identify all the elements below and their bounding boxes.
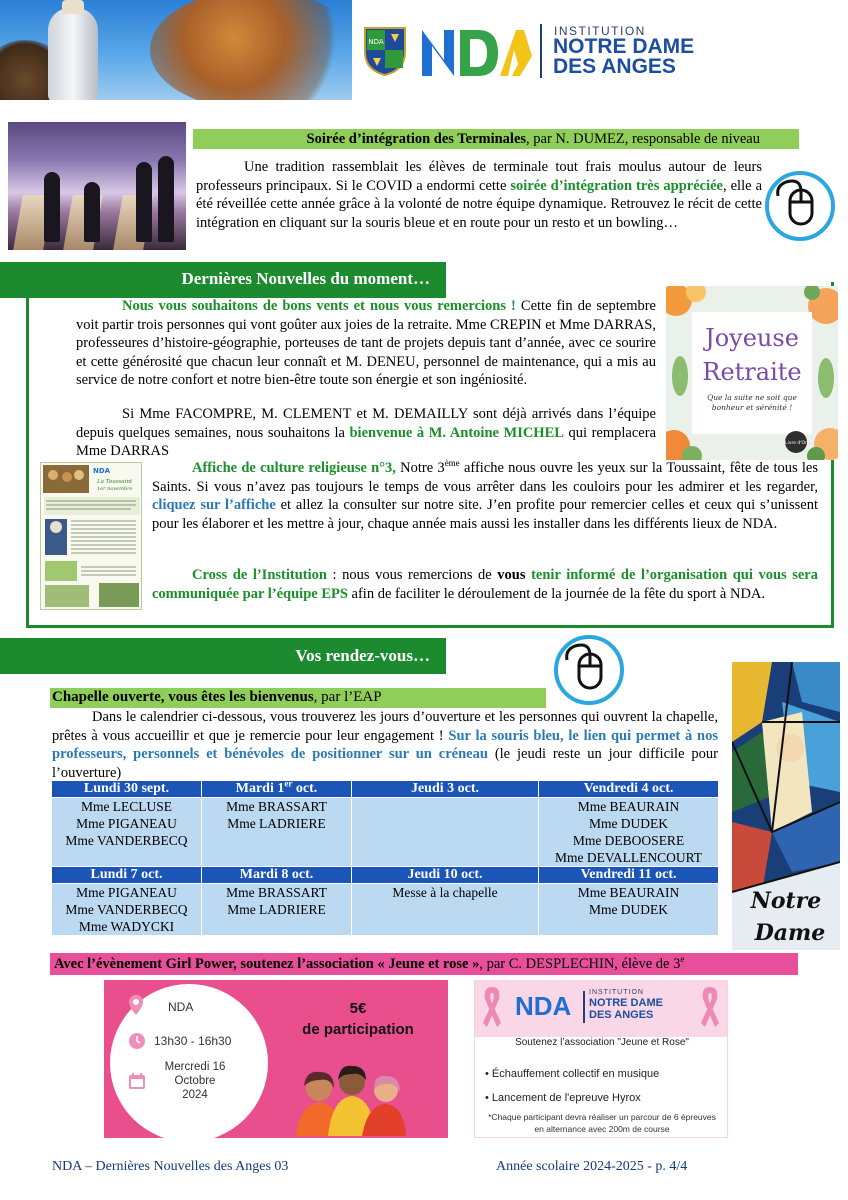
news-p4-bold: vous: [497, 567, 526, 583]
calendar-cell: Mme BEAURAIN Mme DUDEK: [539, 884, 719, 936]
svg-text:La Toussaint: La Toussaint: [97, 479, 133, 485]
calendar-row: [52, 884, 719, 936]
pink-ribbon-icon: [699, 985, 721, 1029]
girl-power-event-poster: [104, 980, 448, 1138]
girl-power-byline: , par C. DESPLECHIN, élève de 3: [479, 956, 681, 972]
chapelle-heading: [52, 688, 382, 707]
flowers-decoration: [666, 286, 838, 460]
chapel-calendar-table: [51, 780, 719, 936]
calendar-day-header: Lundi 30 sept.: [52, 781, 202, 798]
jeune-et-rose-poster: [474, 980, 728, 1138]
news-p1-text: Cette fin de septembre voit partir trois personnes qui vont goûter aux joies de la retraite. Mme CREPIN et Mme DARRAS, professeures d’histoire-géographie, porteuses de tant de projets depuis tant d’année, avec ce sourire et cette générosité que chacun leur connaît et M. DENEU, personnel de maintenance, qui a mis au service de notre confort et notre bien-être toute son énergie et son ingéniosité.: [76, 298, 656, 389]
calendar-icon: [128, 1072, 146, 1090]
retirement-card-image: [666, 286, 838, 460]
calendar-header-row: [52, 781, 719, 798]
news-p4-text-b: afin de faciliter le déroulement de la journée de la fête du sport à NDA.: [347, 585, 766, 602]
news-p3-text-c: et allez la consulter sur notre site. J’en profite pour remercier celles et ceux qui s’unissent pour les élaborer et les mettre à jour, chaque année mais aussi les installer dans les différents lieux de NDA.: [152, 497, 819, 532]
news-p3-text-b: affiche nous ouvre les yeux sur la Toussaint, fête de tous les Saints. Si vous n’avez pas toujours le temps de vous arrêter dans les couloirs pour les admirer et les regarder,: [152, 460, 819, 495]
svg-text:Joyeuse: Joyeuse: [705, 324, 799, 352]
news-paragraph-cross: [152, 566, 818, 603]
svg-text:Notre: Notre: [750, 888, 822, 914]
chapelle-text-1: Dans le calendrier ci-dessous, vous trouverez les jours d’ouverture et les personnes qui ouvrent la chapelle, prêtes à vous accueillir et que je remercie pour leur engagement !: [52, 709, 718, 744]
poster-thumbnail: [41, 463, 142, 610]
calendar-day-header: Lundi 7 oct.: [52, 867, 202, 884]
news-paragraph-retirement: [76, 297, 656, 390]
news-p2-text-b: qui remplacera Mme DARRAS: [76, 424, 656, 460]
bowling-photo: [8, 122, 186, 250]
location-pin-icon: [128, 994, 144, 1016]
footer-page-info: Année scolaire 2024-2025 - p. 4/4: [496, 1159, 688, 1174]
news-p2-text-a: Si Mme FACOMPRE, M. CLEMENT et M. DEMAILLY sont déjà arrivés dans l’équipe depuis quelques semaines, nous souhaitons la: [76, 406, 656, 441]
institution-name-line2: DES ANGES: [553, 55, 676, 78]
poster-institution-label: INSTITUTION: [589, 989, 644, 996]
girl-power-heading: [54, 955, 684, 974]
poster-link[interactable]: cliquez sur l’affiche: [152, 497, 276, 514]
stained-glass-art: [732, 662, 840, 950]
event-date: Mercredi 16 Octobre 2024: [164, 1061, 226, 1101]
svg-text:bonheur et sérénité !: bonheur et sérénité !: [711, 403, 793, 412]
chapelle-title: Chapelle ouverte, vous êtes les bienvenus: [52, 689, 314, 705]
news-p3-text-a: Notre 3: [395, 460, 445, 476]
calendar-cell: [352, 798, 539, 867]
poster-bullet-2: • Lancement de l'epreuve Hyrox: [485, 1092, 641, 1104]
poster-support-text: Soutenez l’association "Jeune et Rose": [515, 1037, 689, 1048]
calendar-cell: Mme LECLUSE Mme PIGANEAU Mme VANDERBECQ: [52, 798, 202, 867]
calendar-cell: Mme PIGANEAU Mme VANDERBECQ Mme WADYCKI: [52, 884, 202, 936]
clock-icon: [128, 1032, 146, 1050]
calendar-day-header: Jeudi 3 oct.: [352, 781, 539, 798]
school-crest-icon: [363, 26, 407, 76]
chapelle-byline: , par l’EAP: [313, 689, 382, 705]
logo-divider: [540, 24, 542, 78]
calendar-day-header: Vendredi 4 oct.: [539, 781, 719, 798]
soiree-body: [196, 158, 762, 232]
calendar-cell: Mme BEAURAIN Mme DUDEK Mme DEBOOSERE Mme DEVALLENCOURT: [539, 798, 719, 867]
event-time: 13h30 - 16h30: [154, 1034, 232, 1048]
calendar-day-header: Mardi 8 oct.: [202, 867, 352, 884]
news-p2-highlight: bienvenue à M. Antoine MICHEL: [349, 424, 564, 441]
poster-logo-divider: [583, 991, 585, 1023]
svg-text:Dame: Dame: [754, 920, 826, 946]
institution-label: INSTITUTION: [554, 24, 646, 38]
calendar-day-header: Vendredi 11 oct.: [539, 867, 719, 884]
soiree-text-highlight: soirée d’intégration très appréciée: [510, 177, 723, 194]
soiree-title: Soirée d’intégration des Terminales: [306, 131, 527, 147]
calendar-header-row: [52, 867, 719, 884]
header-photo-statue: [0, 0, 352, 100]
poster-note: *Chaque participant devra réaliser un parcour de 6 épreuves en alternance avec 200m de course: [488, 1112, 716, 1134]
women-illustration: [290, 1058, 408, 1136]
svg-text:Que la suite ne soit que: Que la suite ne soit que: [707, 393, 797, 402]
news-paragraph-poster: [152, 459, 818, 533]
news-p4-text-a: : nous vous remercions de: [326, 567, 498, 583]
poster-institution-name: NOTRE DAME DES ANGES: [589, 997, 663, 1021]
news-p3-highlight: Affiche de culture religieuse n°3,: [192, 460, 396, 476]
institution-name-line1: NOTRE DAME: [553, 35, 695, 58]
calendar-day-header: Mardi 1er oct.: [202, 781, 352, 798]
toussaint-poster-image[interactable]: [40, 462, 142, 610]
svg-text:NDA: NDA: [368, 38, 384, 46]
soiree-heading: [200, 130, 800, 149]
news-paragraph-welcome: [76, 405, 656, 461]
girl-power-title: Avec l’évènement Girl Power, soutenez l’association « Jeune et rose »: [54, 956, 480, 972]
nda-logo: [420, 26, 532, 78]
svg-text:NDA: NDA: [93, 467, 111, 475]
mouse-icon[interactable]: [764, 170, 836, 242]
soiree-byline: , par N. DUMEZ, responsable de niveau: [526, 131, 760, 147]
institution-name: [553, 37, 694, 77]
footer-title: NDA – Dernières Nouvelles des Anges 03: [52, 1159, 289, 1174]
calendar-cell: Mme BRASSART Mme LADRIERE: [202, 798, 352, 867]
pink-ribbon-icon: [481, 985, 503, 1029]
event-price: 5€ de participation: [302, 1000, 414, 1038]
svg-text:1er novembre: 1er novembre: [97, 486, 133, 492]
poster-nda-logo: NDA: [515, 991, 572, 1021]
calendar-cell: Messe à la chapelle: [352, 884, 539, 936]
news-title: Dernières Nouvelles du moment…: [181, 269, 430, 288]
soiree-text-1: Une tradition rassemblait les élèves de terminale tout frais moulus autour de leurs professeurs principaux. Si le COVID a endormi cette: [196, 159, 762, 194]
mouse-icon[interactable]: [553, 634, 625, 706]
svg-text:Livre d'Or: Livre d'Or: [785, 441, 807, 446]
news-p3-sup: ème: [444, 458, 460, 469]
chapelle-text-2: (le jeudi reste un jour difficile pour l’ouverture): [52, 746, 718, 781]
news-p4-highlight-1: Cross de l’Institution: [192, 567, 327, 583]
calendar-cell: Mme BRASSART Mme LADRIERE: [202, 884, 352, 936]
soiree-text-2: , elle a été réveillée cette année grâce à la volonté de notre équipe dynamique. Retrouvez le récit de cette intégration en cliquant sur la souris bleue et en route pour un resto et un bowling…: [196, 177, 763, 231]
stained-glass-image: [732, 662, 840, 950]
girl-power-sup: e: [680, 954, 685, 965]
news-p4-highlight-2: tenir informé de l’organisation qui vous sera communiquée par l’équipe EPS: [152, 567, 818, 602]
chapelle-link-text[interactable]: Sur la souris bleu, le lien qui permet à nos professeurs, personnels et bénévoles de positionner sur un créneau: [52, 727, 718, 763]
calendar-row: [52, 798, 719, 867]
svg-text:Retraite: Retraite: [702, 358, 802, 386]
event-place: NDA: [168, 1000, 194, 1014]
news-p1-highlight: Nous vous souhaitons de bons vents et nous vous remercions !: [122, 298, 516, 314]
rdv-title: Vos rendez-vous…: [295, 646, 430, 665]
calendar-day-header: Jeudi 10 oct.: [352, 867, 539, 884]
poster-bullet-1: • Échauffement collectif en musique: [485, 1068, 660, 1080]
chapelle-paragraph: [52, 708, 718, 782]
